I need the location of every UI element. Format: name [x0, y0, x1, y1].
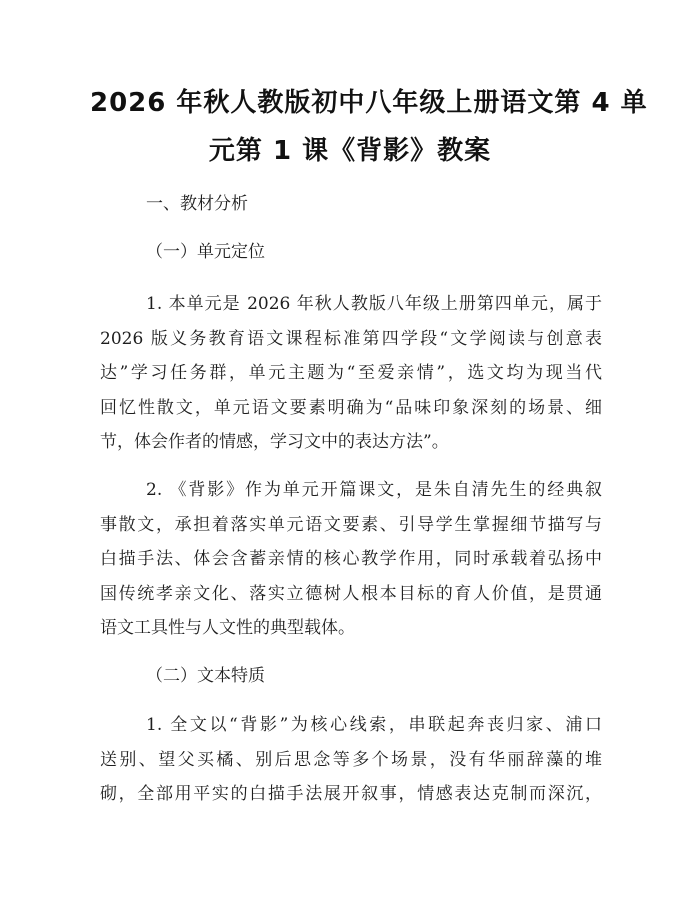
paragraph-line: 送别、望父买橘、别后思念等多个场景，没有华丽辞藻的堆	[100, 749, 602, 770]
paragraph-line: 事散文，承担着落实单元语文要素、引导学生掌握细节描写与	[100, 514, 602, 535]
document-title-line-2: 元第 1 课《背影》教案	[208, 136, 492, 166]
paragraph-line: 白描手法、体会含蓄亲情的核心教学作用，同时承载着弘扬中	[100, 549, 602, 569]
paragraph-line: 1. 全文以“背影”为核心线索，串联起奔丧归家、浦口	[146, 715, 602, 735]
section-heading-textbook-analysis: 一、教材分析	[146, 194, 248, 214]
paragraph-line: 回忆性散文，单元语文要素明确为“品味印象深刻的场景、细	[100, 397, 602, 418]
paragraph-line: 1. 本单元是 2026 年秋人教版八年级上册第四单元，属于	[146, 294, 602, 314]
paragraph-text-features-1	[100, 708, 602, 812]
subsection-heading-unit-positioning: （一）单元定位	[146, 242, 265, 262]
paragraph-line: 2. 《背影》作为单元开篇课文，是朱自清先生的经典叙	[146, 480, 602, 500]
paragraph-unit-positioning-2	[100, 473, 602, 646]
paragraph-unit-positioning-1	[100, 287, 602, 460]
paragraph-line: 砌，全部用平实的白描手法展开叙事，情感表达克制而深沉，	[100, 784, 602, 804]
paragraph-line: 达”学习任务群，单元主题为“至爱亲情”，选文均为现当代	[100, 363, 602, 383]
paragraph-line: 节，体会作者的情感，学习文中的表达方法”。	[100, 432, 449, 452]
subsection-heading-text-features: （二）文本特质	[146, 666, 265, 686]
document-title-line-1: 2026 年秋人教版初中八年级上册语文第 4 单	[90, 88, 648, 118]
paragraph-line: 语文工具性与人文性的典型载体。	[100, 618, 355, 638]
paragraph-line: 2026 版义务教育语文课程标准第四学段“文学阅读与创意表	[100, 328, 602, 349]
paragraph-line: 国传统孝亲文化、落实立德树人根本目标的育人价值，是贯通	[100, 583, 602, 604]
